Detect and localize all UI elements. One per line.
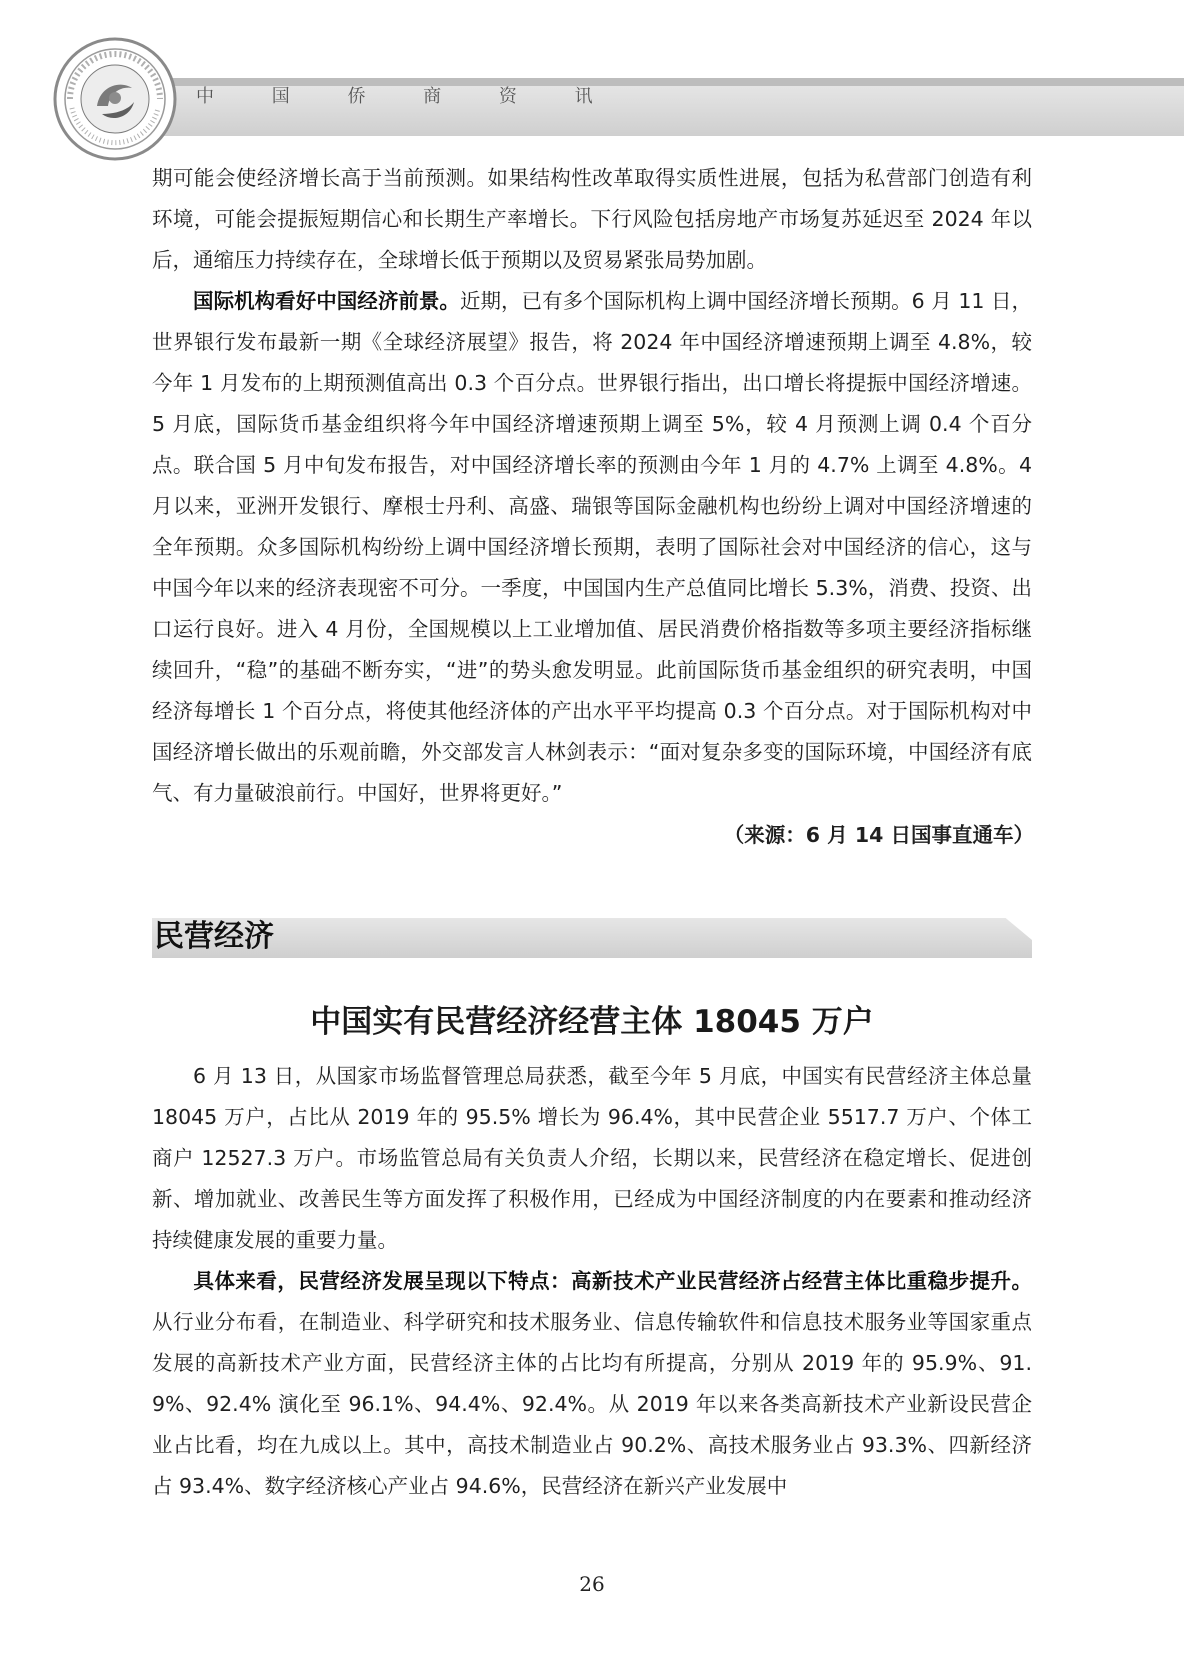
paragraph-international-outlook xyxy=(152,281,1032,814)
section-title: 民营经济 xyxy=(154,919,274,954)
page-number: 26 xyxy=(579,1572,605,1596)
section-bar xyxy=(152,918,1032,958)
paragraph-lead: 国际机构看好中国经济前景。 xyxy=(193,289,460,313)
header-title: 中 国 侨 商 资 讯 xyxy=(196,86,619,107)
paragraph-body: 6 月 13 日，从国家市场监督管理总局获悉，截至今年 5 月底，中国实有民营经济主体总量 18045 万户，占比从 2019 年的 95.5% 增长为 96.4%，其中民营企业 5517.7 万户、个体工商户 12527.3 万户。市场监管总局有关负责人介绍，长期以来，民营经济在稳定增长、促进创新、增加就业、改善民生等方面发挥了积极作用，已经成为中国经济制度的内在要素和推动经济持续健康发展的重要力量。 xyxy=(152,1064,1032,1252)
article-paragraph-2 xyxy=(152,1261,1032,1507)
paragraph-lead: 具体来看，民营经济发展呈现以下特点：高新技术产业民营经济占经营主体比重稳步提升。 xyxy=(193,1269,1032,1293)
paragraph-continued: 期可能会使经济增长高于当前预测。如果结构性改革取得实质性进展，包括为私营部门创造有利环境，可能会提振短期信心和长期生产率增长。下行风险包括房地产市场复苏延迟至 2024 年以后，通缩压力持续存在，全球增长低于预期以及贸易紧张局势加剧。 xyxy=(152,166,1032,272)
source-note: （来源：6 月 14 日国事直通车） xyxy=(723,823,1034,847)
logo xyxy=(52,36,178,162)
paragraph-body: 从行业分布看，在制造业、科学研究和技术服务业、信息传输软件和信息技术服务业等国家重点发展的高新技术产业方面，民营经济主体的占比均有所提高，分别从 2019 年的 95.9%、91.9%、92.4% 演化至 96.1%、94.4%、92.4%。从 2019 年以来各类高新技术产业新设民营企业占比看，均在九成以上。其中，高技术制造业占 90.2%、高技术服务业占 93.3%、四新经济占 93.4%、数字经济核心产业占 94.6%，民营经济在新兴产业发展中 xyxy=(152,1310,1032,1498)
article-title: 中国实有民营经济经营主体 18045 万户 xyxy=(310,1004,874,1040)
article-paragraph-1 xyxy=(152,1056,1032,1261)
paragraph-body: 近期，已有多个国际机构上调中国经济增长预期。6 月 11 日，世界银行发布最新一期《全球经济展望》报告，将 2024 年中国经济增速预期上调至 4.8%，较今年 1 月发布的上期预测值高出 0.3 个百分点。世界银行指出，出口增长将提振中国经济增速。5 月底，国际货币基金组织将今年中国经济增速预期上调至 5%，较 4 月预测上调 0.4 个百分点。联合国 5 月中旬发布报告，对中国经济增长率的预测由今年 1 月的 4.7% 上调至 4.8%。4 月以来，亚洲开发银行、摩根士丹利、高盛、瑞银等国际金融机构也纷纷上调对中国经济增速的全年预期。众多国际机构纷纷上调中国经济增长预期，表明了国际社会对中国经济的信心，这与中国今年以来的经济表现密不可分。一季度，中国国内生产总值同比增长 5.3%，消费、投资、出口运行良好。进入 4 月份，全国规模以上工业增加值、居民消费价格指数等多项主要经济指标继续回升，“稳”的基础不断夯实，“进”的势头愈发明显。此前国际货币基金组织的研究表明，中国经济每增长 1 个百分点，将使其他经济体的产出水平平均提高 0.3 个百分点。对于国际机构对中国经济增长做出的乐观前瞻，外交部发言人林剑表示：“面对复杂多变的国际环境，中国经济有底气、有力量破浪前行。中国好，世界将更好。” xyxy=(152,289,1032,805)
